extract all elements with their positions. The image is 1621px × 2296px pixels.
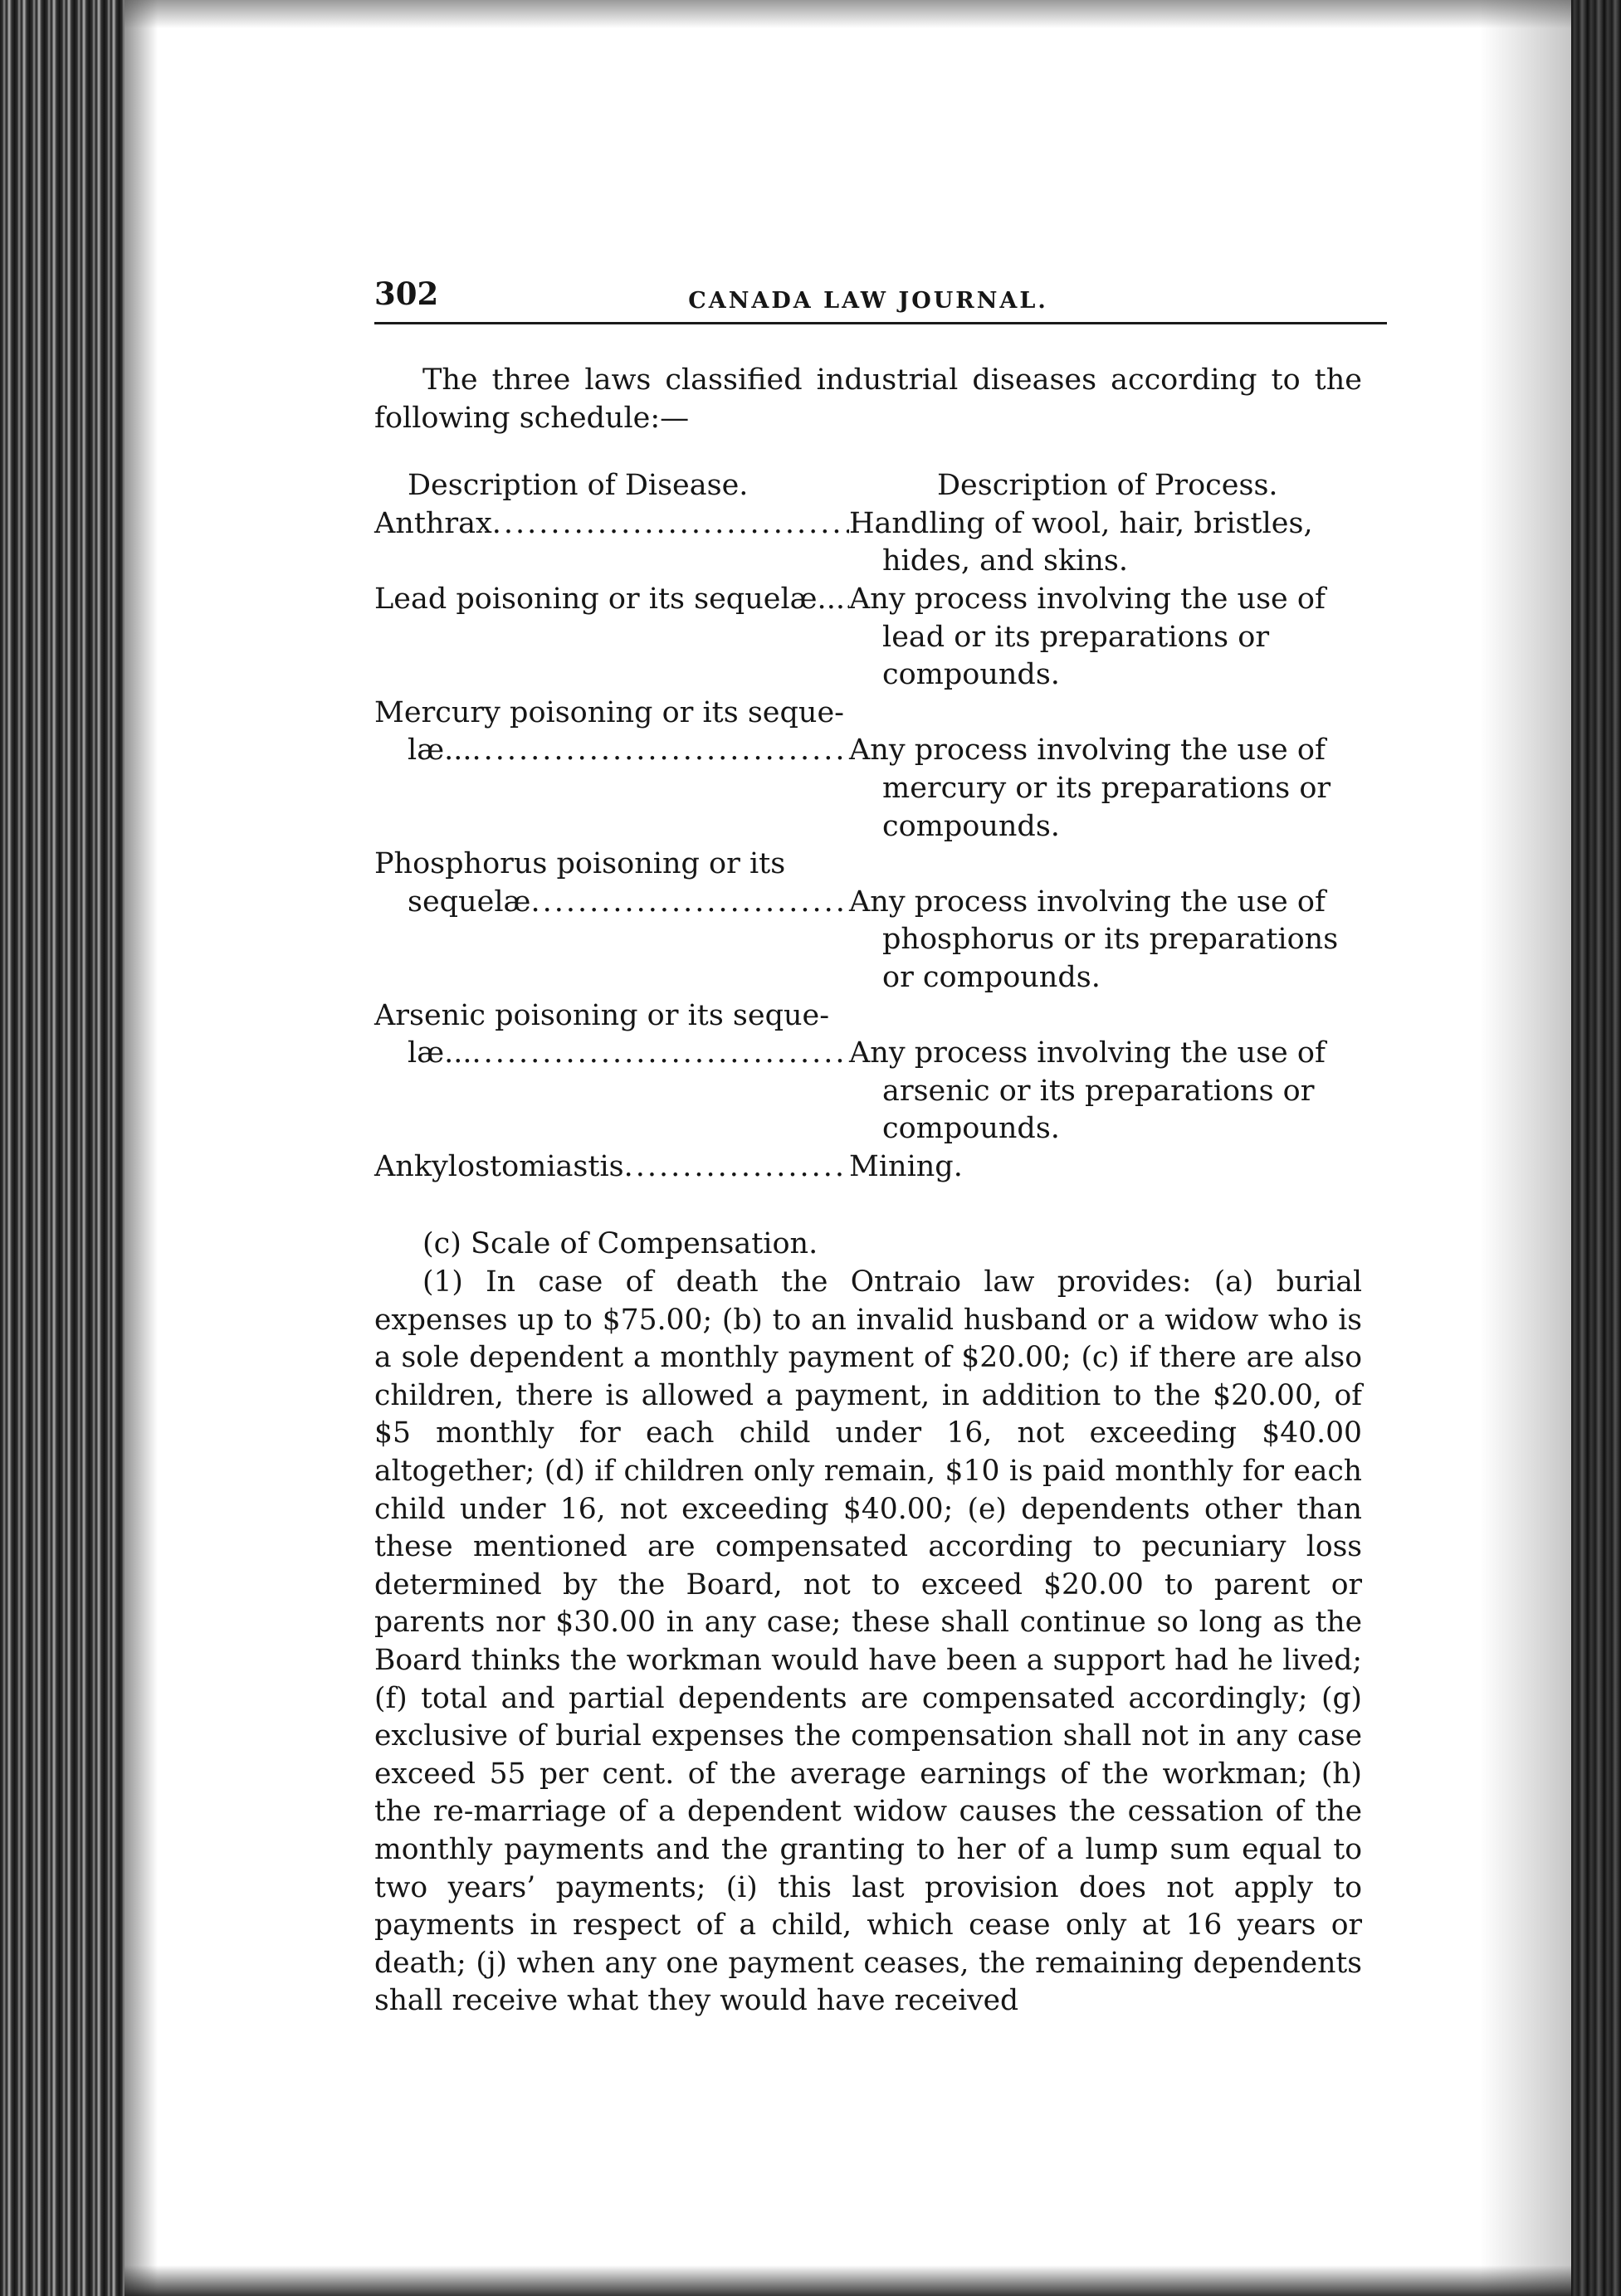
disease-name: Anthrax [374,506,492,540]
scan-binding-shadow-left [0,0,125,2296]
schedule-row-wrapped [374,846,1362,997]
process-first-line: Any process involving the use of [849,582,1326,616]
disease-name-first-line: Mercury poisoning or its seque- [374,695,844,729]
process-continuation: mercury or its preparations or compounds. [882,771,1331,843]
disease-name: sequelæ [408,885,531,919]
leader-dots [471,732,849,770]
disease-name: Ankylostomiastis [374,1149,624,1183]
disease-cell [374,581,849,695]
disease-name-first-line: Phosphorus poisoning or its [374,847,786,881]
scan-edge-bottom [125,2265,1571,2296]
process-continuation: phosphorus or its preparations or compounds. [882,923,1339,994]
schedule-row-wrapped [374,997,1362,1148]
leader-dots [624,1148,849,1187]
leader-dots [471,1035,849,1073]
schedule-row [374,505,1362,581]
book-page [374,274,1362,2021]
disease-cell [374,1035,849,1148]
section-heading: (c) Scale of Compensation. [422,1227,818,1261]
schedule-row [374,581,1362,695]
heading-disease: Description of Disease. [408,469,749,503]
page-number: 302 [374,275,439,312]
process-cell [849,884,1362,997]
process-cell [849,581,1362,695]
scan-edge-top [125,0,1571,28]
process-first-line: Mining. [849,1149,963,1183]
schedule-row [374,884,1362,997]
scan-gutter-right [1480,0,1571,2296]
process-cell [849,732,1362,846]
running-head: CANADA LAW JOURNAL. [688,288,1048,314]
schedule-row [374,1035,1362,1148]
scan-gutter-left [125,0,158,2296]
process-cell [849,1035,1362,1148]
disease-cell [374,505,849,581]
disease-name: Lead poisoning or its sequelæ... [374,582,845,616]
scan-edge-right [1571,0,1621,2296]
header-rule [374,322,1387,324]
process-cell [849,505,1362,581]
page-header [374,274,1362,319]
schedule-row [374,1148,1362,1187]
disease-name: læ... [408,1036,472,1070]
disease-cell [374,1148,849,1187]
process-continuation: hides, and skins. [882,544,1128,578]
schedule-row [374,732,1362,846]
process-cell [849,1148,1362,1187]
body-paragraph: (1) In case of death the Ontraio law provides: (a) burial expenses up to $75.00; (b) to an invalid husband or a widow who is a sole dependent a monthly payment of $20.00; (c) if there are also children, there is allowed a payment, in addition to the $20.00, of $5 monthly for each child under 16, not exceeding $40.00 altogether; (d) if children only remain, $10 is paid monthly for each child under 16, not exceeding $40.00; (e) dependents other than these mentioned are compensated according to pecuniary loss determined by the Board, not to exceed $20.00 to parent or parents nor $30.00 in any case; these shall continue so long as the Board thinks the workman would have been a support had he lived; (f) total and partial dependents are compensated accordingly; (g) exclusive of burial expenses the compensation shall not in any case exceed 55 per cent. of the average earnings of the workman; (h) the re-marriage of a dependent widow causes the cessation of the monthly payments and the granting to her of a lump sum equal to two years’ payments; (i) this last provision does not apply to payments in respect of a child, which cease only at 16 years or death; (j) when any one payment ceases, the remaining dependents shall receive what they would have received [374,1265,1362,2018]
disease-name: læ... [408,734,472,768]
schedule-row-wrapped [374,695,1362,846]
disease-cell [374,884,849,997]
disease-name-first-line: Arsenic poisoning or its seque- [374,998,830,1032]
process-first-line: Handling of wool, hair, bristles, [849,506,1313,540]
intro-paragraph: The three laws classified industrial diseases according to the following schedule:— [374,363,1362,435]
heading-process: Description of Process. [937,469,1278,503]
process-continuation: lead or its preparations or compounds. [882,620,1270,692]
process-first-line: Any process involving the use of [849,1036,1326,1070]
disease-cell [374,732,849,846]
disease-schedule [374,467,1362,1186]
process-first-line: Any process involving the use of [849,734,1326,768]
leader-dots [492,505,849,544]
process-first-line: Any process involving the use of [849,885,1326,919]
process-continuation: arsenic or its preparations or compounds. [882,1074,1315,1146]
leader-dots [530,884,849,922]
schedule-headings [374,467,1362,505]
